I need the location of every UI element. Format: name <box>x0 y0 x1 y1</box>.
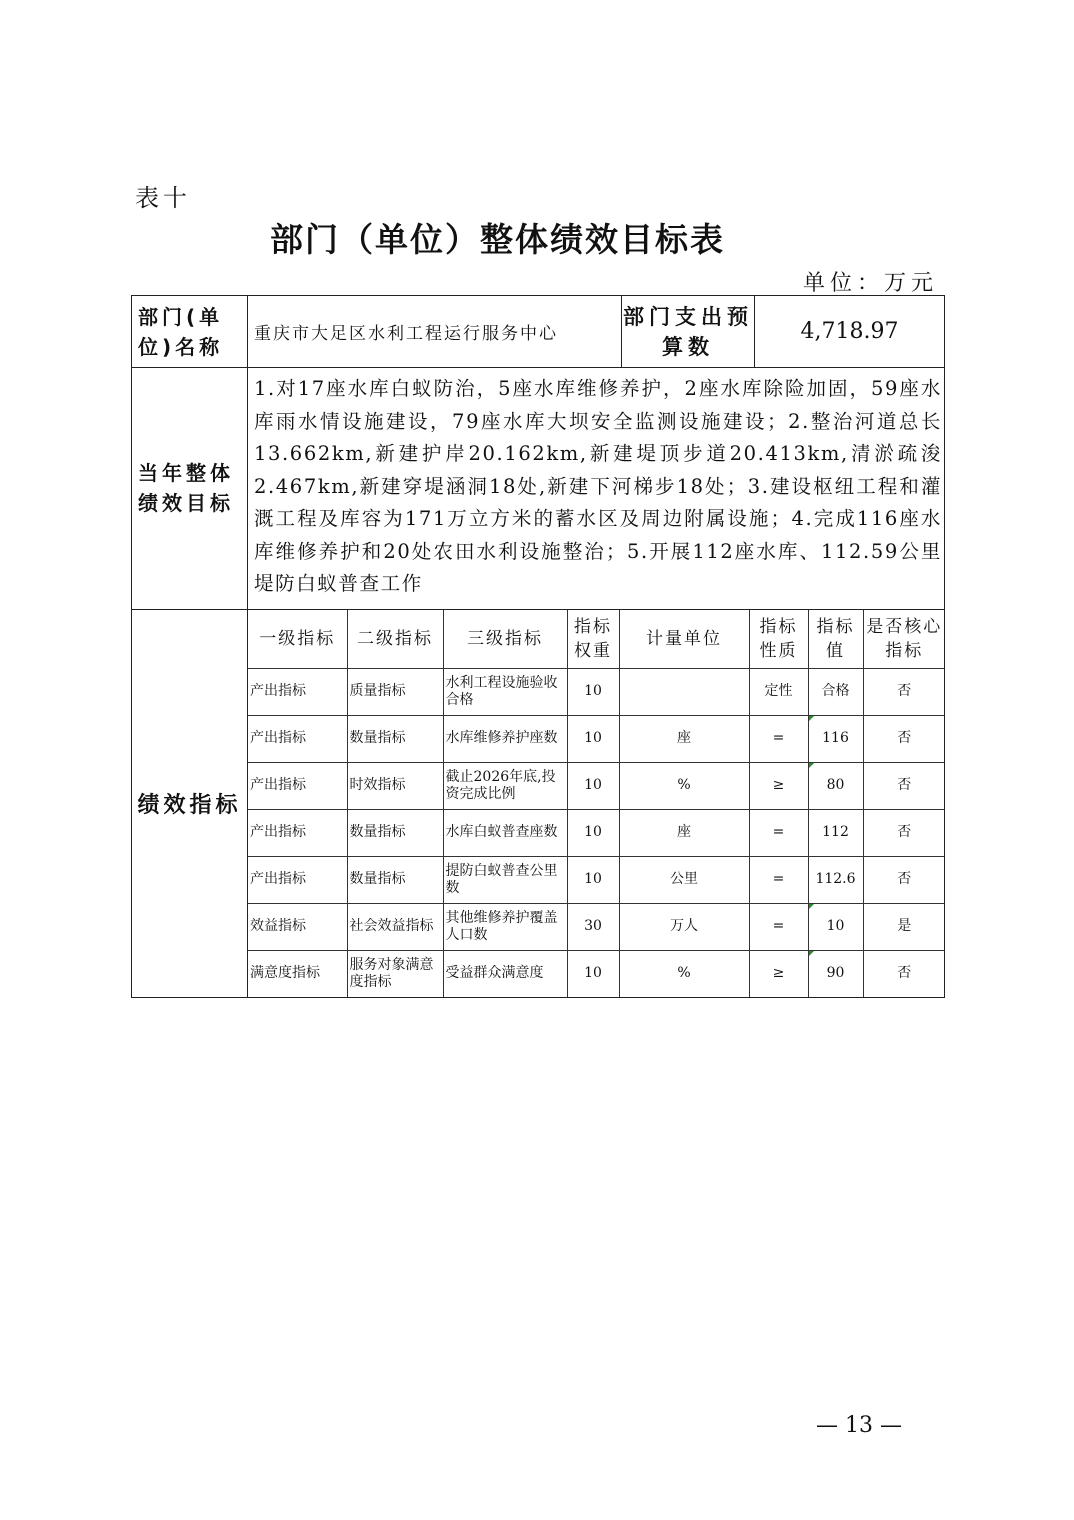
cell-core: 否 <box>863 762 945 809</box>
cell-level3: 水库白蚁普查座数 <box>443 809 567 856</box>
cell-unit: 万人 <box>619 903 749 950</box>
cell-core: 否 <box>863 715 945 762</box>
table-row <box>248 715 945 762</box>
cell-level3: 水库维修养护座数 <box>443 715 567 762</box>
performance-target-table <box>131 295 945 998</box>
cell-value: 10 <box>808 903 863 950</box>
cell-level2: 服务对象满意度指标 <box>347 950 443 997</box>
page-title: 部门（单位）整体绩效目标表 <box>270 220 725 259</box>
cell-level3: 提防白蚁普查公里数 <box>443 856 567 903</box>
header-level3: 三级指标 <box>443 610 567 669</box>
unit-label: 单位：万元 <box>803 271 939 296</box>
cell-level2: 社会效益指标 <box>347 903 443 950</box>
dept-name-label: 部门(单位)名称 <box>132 296 248 368</box>
indicators-table <box>248 610 945 997</box>
cell-nature: = <box>749 715 808 762</box>
table-row <box>248 950 945 997</box>
cell-weight: 10 <box>567 950 619 997</box>
dept-name-value: 重庆市大足区水利工程运行服务中心 <box>248 296 622 368</box>
indicators-header-row <box>248 610 945 669</box>
cell-level2: 数量指标 <box>347 715 443 762</box>
budget-value: 4,718.97 <box>755 296 945 368</box>
cell-value: 合格 <box>808 668 863 715</box>
cell-nature: ≥ <box>749 762 808 809</box>
cell-level1: 满意度指标 <box>248 950 347 997</box>
cell-core: 否 <box>863 950 945 997</box>
budget-label: 部门支出预算数 <box>622 296 755 368</box>
cell-level3: 受益群众满意度 <box>443 950 567 997</box>
cell-core: 否 <box>863 809 945 856</box>
cell-weight: 10 <box>567 715 619 762</box>
header-value: 指标值 <box>808 610 863 669</box>
table-row <box>248 856 945 903</box>
cell-nature: = <box>749 856 808 903</box>
cell-weight: 10 <box>567 809 619 856</box>
header-weight: 指标权重 <box>567 610 619 669</box>
cell-level2: 数量指标 <box>347 809 443 856</box>
cell-level1: 效益指标 <box>248 903 347 950</box>
header-unit: 计量单位 <box>619 610 749 669</box>
header-level2: 二级指标 <box>347 610 443 669</box>
cell-value: 116 <box>808 715 863 762</box>
cell-nature: = <box>749 903 808 950</box>
cell-level2: 质量指标 <box>347 668 443 715</box>
cell-nature: 定性 <box>749 668 808 715</box>
cell-nature: = <box>749 809 808 856</box>
cell-level1: 产出指标 <box>248 856 347 903</box>
cell-weight: 10 <box>567 856 619 903</box>
table-number-label: 表十 <box>135 184 191 212</box>
cell-value: 90 <box>808 950 863 997</box>
annual-goal-text: 1.对17座水库白蚁防治，5座水库维修养护，2座水库除险加固，59座水库雨水情设施建设，79座水库大坝安全监测设施建设；2.整治河道总长13.662km,新建护岸20.162km,新建堤顶步道20.413km,清淤疏浚2.467km,新建穿堤涵洞18处,新建下河梯步18处；3.建设枢纽工程和灌溉工程及库容为171万立方米的蓄水区及周边附属设施；4.完成116座水库维修养护和20处农田水利设施整治；5.开展112座水库、112.59公里堤防白蚁普查工作 <box>248 368 945 610</box>
cell-core: 是 <box>863 903 945 950</box>
cell-unit: 座 <box>619 809 749 856</box>
indicators-cell <box>248 609 945 997</box>
cell-nature: ≥ <box>749 950 808 997</box>
cell-core: 否 <box>863 668 945 715</box>
cell-value: 80 <box>808 762 863 809</box>
cell-level1: 产出指标 <box>248 715 347 762</box>
cell-unit <box>619 668 749 715</box>
header-core: 是否核心指标 <box>863 610 945 669</box>
cell-level3: 其他维修养护覆盖人口数 <box>443 903 567 950</box>
header-nature: 指标性质 <box>749 610 808 669</box>
cell-unit: % <box>619 950 749 997</box>
cell-core: 否 <box>863 856 945 903</box>
table-row <box>248 903 945 950</box>
annual-goal-label: 当年整体绩效目标 <box>132 368 248 610</box>
page-number: — 13 — <box>816 1413 902 1438</box>
header-level1: 一级指标 <box>248 610 347 669</box>
table-row <box>248 668 945 715</box>
cell-unit: 座 <box>619 715 749 762</box>
table-row <box>248 762 945 809</box>
cell-level3: 水利工程设施验收合格 <box>443 668 567 715</box>
cell-weight: 10 <box>567 762 619 809</box>
cell-weight: 30 <box>567 903 619 950</box>
cell-level1: 产出指标 <box>248 668 347 715</box>
cell-level3: 截止2026年底,投资完成比例 <box>443 762 567 809</box>
cell-level1: 产出指标 <box>248 809 347 856</box>
cell-unit: % <box>619 762 749 809</box>
table-row <box>248 809 945 856</box>
cell-weight: 10 <box>567 668 619 715</box>
cell-value: 112 <box>808 809 863 856</box>
cell-value: 112.6 <box>808 856 863 903</box>
cell-level2: 数量指标 <box>347 856 443 903</box>
cell-level2: 时效指标 <box>347 762 443 809</box>
cell-unit: 公里 <box>619 856 749 903</box>
cell-level1: 产出指标 <box>248 762 347 809</box>
indicators-label: 绩效指标 <box>132 609 248 997</box>
